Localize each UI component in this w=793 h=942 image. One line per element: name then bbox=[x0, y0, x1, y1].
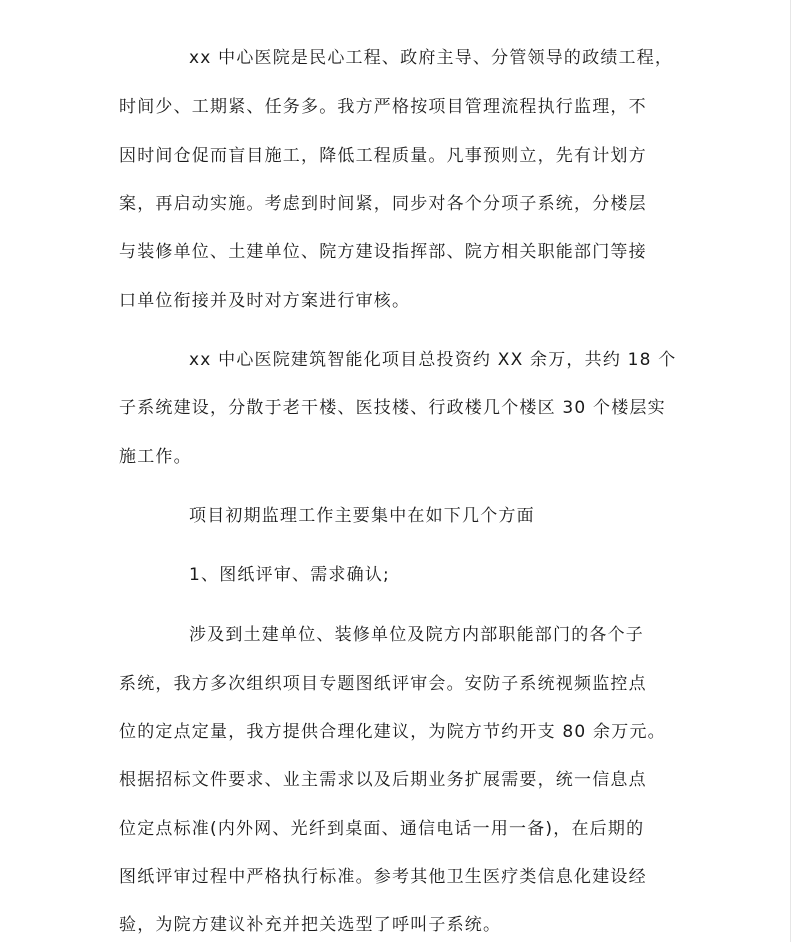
paragraph-1-line-1: xx 中心医院是民心工程、政府主导、分管领导的政绩工程， bbox=[189, 48, 674, 68]
paragraph-5-line-7: 验，为院方建议补充并把关选型了呼叫子系统。 bbox=[119, 915, 502, 935]
paragraph-5-line-5: 位定点标准(内外网、光纤到桌面、通信电话一用一备)，在后期的 bbox=[119, 819, 645, 839]
paragraph-5-line-4: 根据招标文件要求、业主需求以及后期业务扩展需要，统一信息点 bbox=[119, 770, 647, 790]
paragraph-5-line-1: 涉及到土建单位、装修单位及院方内部职能部门的各个子 bbox=[189, 625, 644, 645]
paragraph-5-line-3: 位的定点定量，我方提供合理化建议，为院方节约开支 80 余万元。 bbox=[119, 722, 666, 742]
paragraph-3-line-1: 项目初期监理工作主要集中在如下几个方面 bbox=[189, 506, 535, 526]
paragraph-2-line-2: 子系统建设，分散于老干楼、医技楼、行政楼几个楼区 30 个楼层实 bbox=[119, 398, 666, 418]
paragraph-2-line-1: xx 中心医院建筑智能化项目总投资约 XX 余万，共约 18 个 bbox=[189, 350, 677, 370]
paragraph-1-line-4: 案，再启动实施。考虑到时间紧，同步对各个分项子系统，分楼层 bbox=[119, 194, 647, 214]
paragraph-1-line-2: 时间少、工期紧、任务多。我方严格按项目管理流程执行监理，不 bbox=[119, 97, 647, 117]
paragraph-5-line-2: 系统，我方多次组织项目专题图纸评审会。安防子系统视频监控点 bbox=[119, 674, 647, 694]
paragraph-1-line-5: 与装修单位、土建单位、院方建设指挥部、院方相关职能部门等接 bbox=[119, 242, 647, 262]
paragraph-5-line-6: 图纸评审过程中严格执行标准。参考其他卫生医疗类信息化建设经 bbox=[119, 867, 647, 887]
page-edge bbox=[790, 0, 791, 942]
paragraph-1-line-6: 口单位衔接并及时对方案进行审核。 bbox=[119, 291, 411, 311]
paragraph-1-line-3: 因时间仓促而盲目施工，降低工程质量。凡事预则立，先有计划方 bbox=[119, 146, 647, 166]
paragraph-2-line-3: 施工作。 bbox=[119, 447, 192, 467]
section-heading-1: 1、图纸评审、需求确认; bbox=[189, 565, 390, 585]
